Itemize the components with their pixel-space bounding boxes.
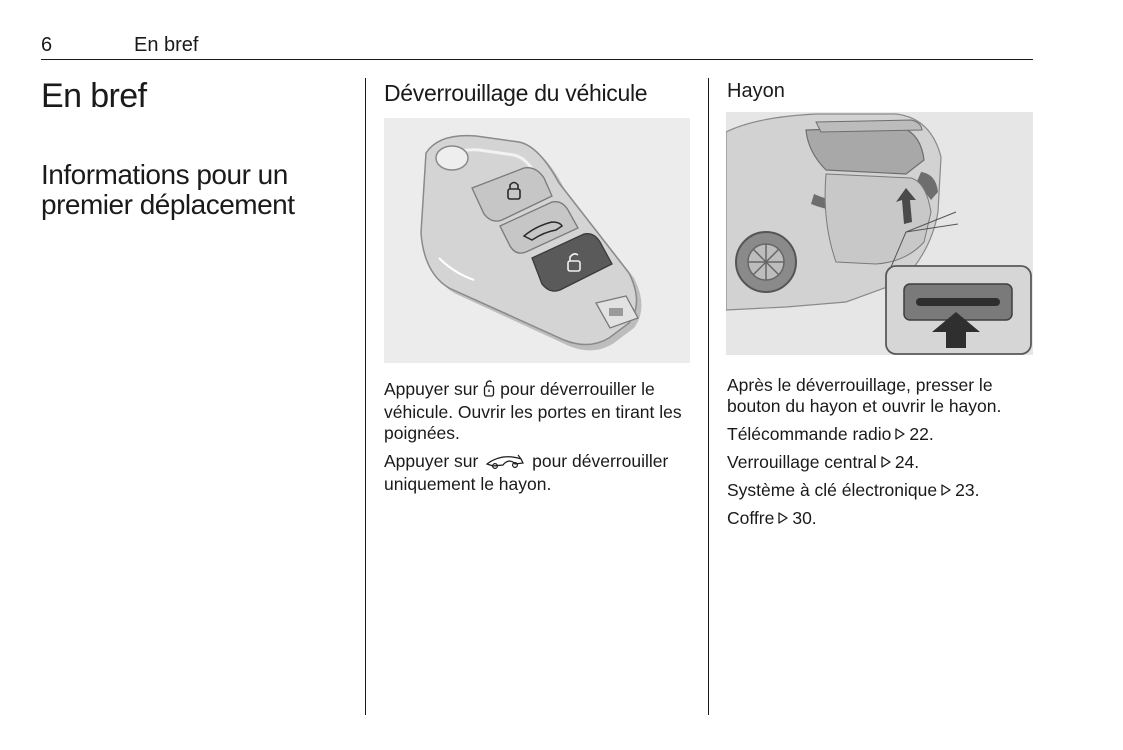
page-reference-arrow-icon	[774, 508, 792, 528]
chapter-title: En bref	[41, 77, 147, 115]
page-number: 6	[41, 34, 53, 56]
cross-reference[interactable]	[727, 424, 1027, 445]
cross-reference[interactable]	[727, 480, 1027, 501]
page-reference-arrow-icon	[891, 424, 909, 444]
reference-page: 24.	[894, 452, 920, 472]
unlock-instructions	[384, 379, 690, 502]
cross-reference[interactable]	[727, 452, 1027, 473]
tailgate-figure	[726, 112, 1033, 355]
reference-label: Système à clé électronique	[727, 480, 938, 500]
instruction-text: pour déverrouiller le véhicule. Ouvrir les portes en tirant les poignées.	[384, 379, 682, 443]
reference-label: Coffre	[727, 508, 775, 528]
header-rule	[41, 59, 1033, 60]
cross-reference[interactable]	[727, 508, 1027, 529]
section-title: Informations pour un premier déplacement	[41, 159, 295, 220]
instruction-text: pour déverrouiller uniquement le hayon.	[384, 451, 669, 494]
reference-page: 30.	[792, 508, 817, 528]
page-reference-arrow-icon	[937, 480, 955, 500]
instruction-text: Appuyer sur	[384, 379, 479, 399]
reference-page: 22.	[909, 424, 934, 444]
instruction-text: Après le déverrouillage, presser le bouton du hayon et ouvrir le hayon.	[727, 375, 1002, 416]
key-fob-figure	[384, 118, 690, 363]
padlock-open-icon	[483, 379, 495, 402]
page-reference-arrow-icon	[877, 452, 895, 472]
reference-page: 23.	[955, 480, 980, 500]
reference-label: Verrouillage central	[727, 452, 877, 472]
tailgate-instructions	[727, 375, 1027, 536]
section-heading: Hayon	[727, 80, 785, 102]
column-divider	[365, 78, 366, 715]
instruction-text: Appuyer sur	[384, 451, 479, 471]
section-heading: Déverrouillage du véhicule	[384, 80, 648, 106]
reference-label: Télécommande radio	[727, 424, 892, 444]
running-header: En bref	[134, 34, 199, 56]
car-tailgate-icon	[485, 453, 525, 474]
column-divider	[708, 78, 709, 715]
